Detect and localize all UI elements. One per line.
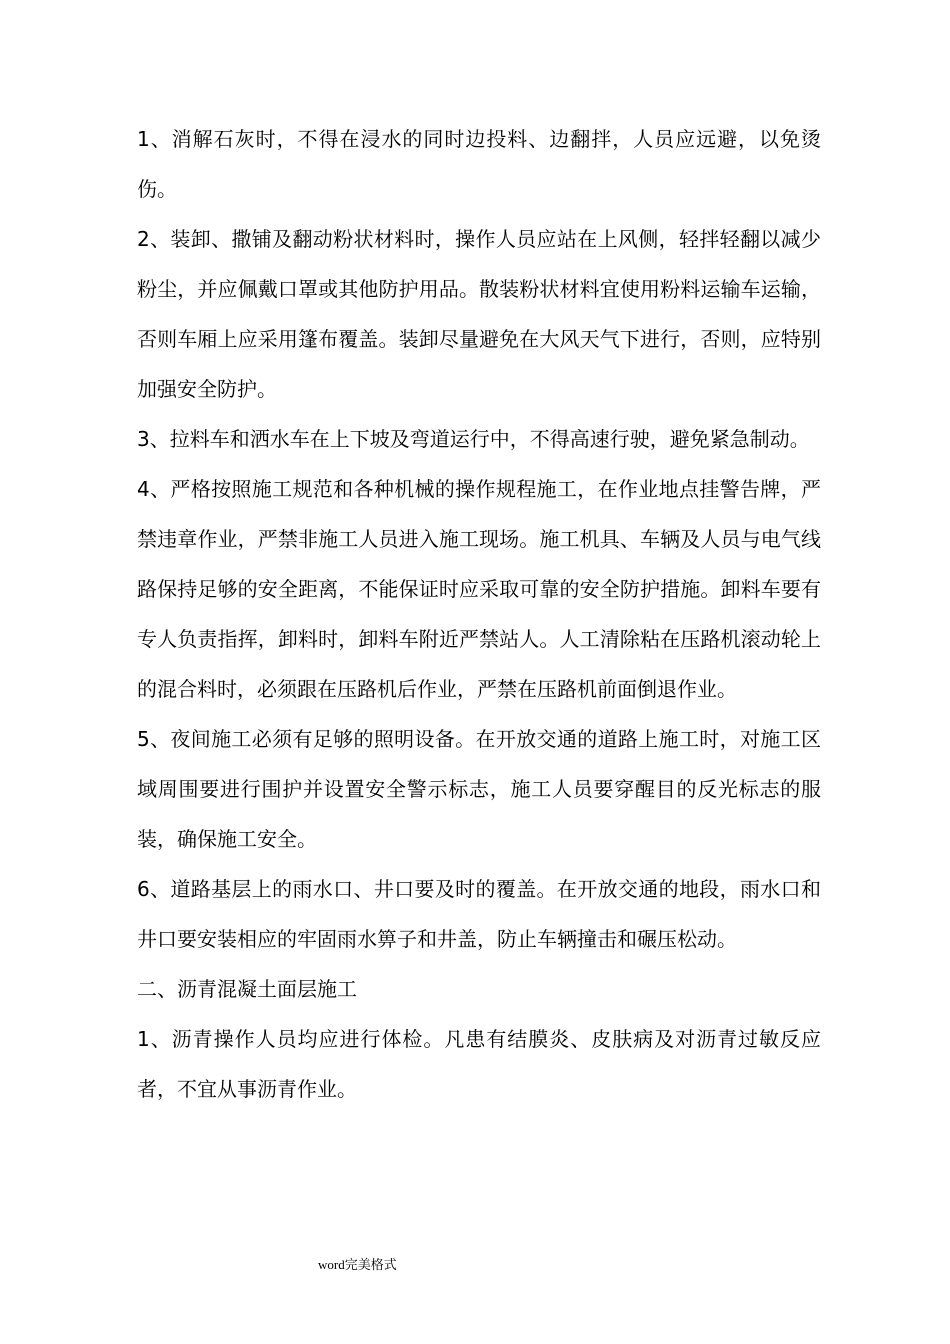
paragraph-manhole-covering: 6、道路基层上的雨水口、井口要及时的覆盖。在开放交通的地段，雨水口和井口要安装相应的牢固雨水箅子和井盖，防止车辆撞击和碾压松动。	[137, 877, 821, 951]
paragraph-night-construction: 5、夜间施工必须有足够的照明设备。在开放交通的道路上施工时，对施工区域周围要进行围护并设置安全警示标志，施工人员要穿醒目的反光标志的服装，确保施工安全。	[137, 727, 821, 851]
section-heading-asphalt: 二、沥青混凝土面层施工	[137, 977, 357, 1001]
paragraph-lime-slaking: 1、消解石灰时，不得在浸水的同时边投料、边翻拌，人员应远避，以免烫伤。	[137, 127, 821, 201]
document-body	[137, 114, 821, 1114]
paragraph-truck-operation: 3、拉料车和洒水车在上下坡及弯道运行中，不得高速行驶，避免紧急制动。	[137, 427, 810, 451]
page-footer: word完美格式	[318, 1257, 397, 1272]
paragraph-asphalt-health-check: 1、沥青操作人员均应进行体检。凡患有结膜炎、皮肤病及对沥青过敏反应者，不宜从事沥青作业。	[137, 1027, 821, 1101]
paragraph-construction-rules: 4、严格按照施工规范和各种机械的操作规程施工，在作业地点挂警告牌，严禁违章作业，严禁非施工人员进入施工现场。施工机具、车辆及人员与电气线路保持足够的安全距离，不能保证时应采取可靠的安全防护措施。卸料车要有专人负责指挥，卸料时，卸料车附近严禁站人。人工清除粘在压路机滚动轮上的混合料时，必须跟在压路机后作业，严禁在压路机前面倒退作业。	[137, 477, 821, 701]
paragraph-powder-materials: 2、装卸、撒铺及翻动粉状材料时，操作人员应站在上风侧，轻拌轻翻以减少粉尘，并应佩戴口罩或其他防护用品。散装粉状材料宜使用粉料运输车运输，否则车厢上应采用篷布覆盖。装卸尽量避免在大风天气下进行，否则，应特别加强安全防护。	[137, 227, 821, 401]
